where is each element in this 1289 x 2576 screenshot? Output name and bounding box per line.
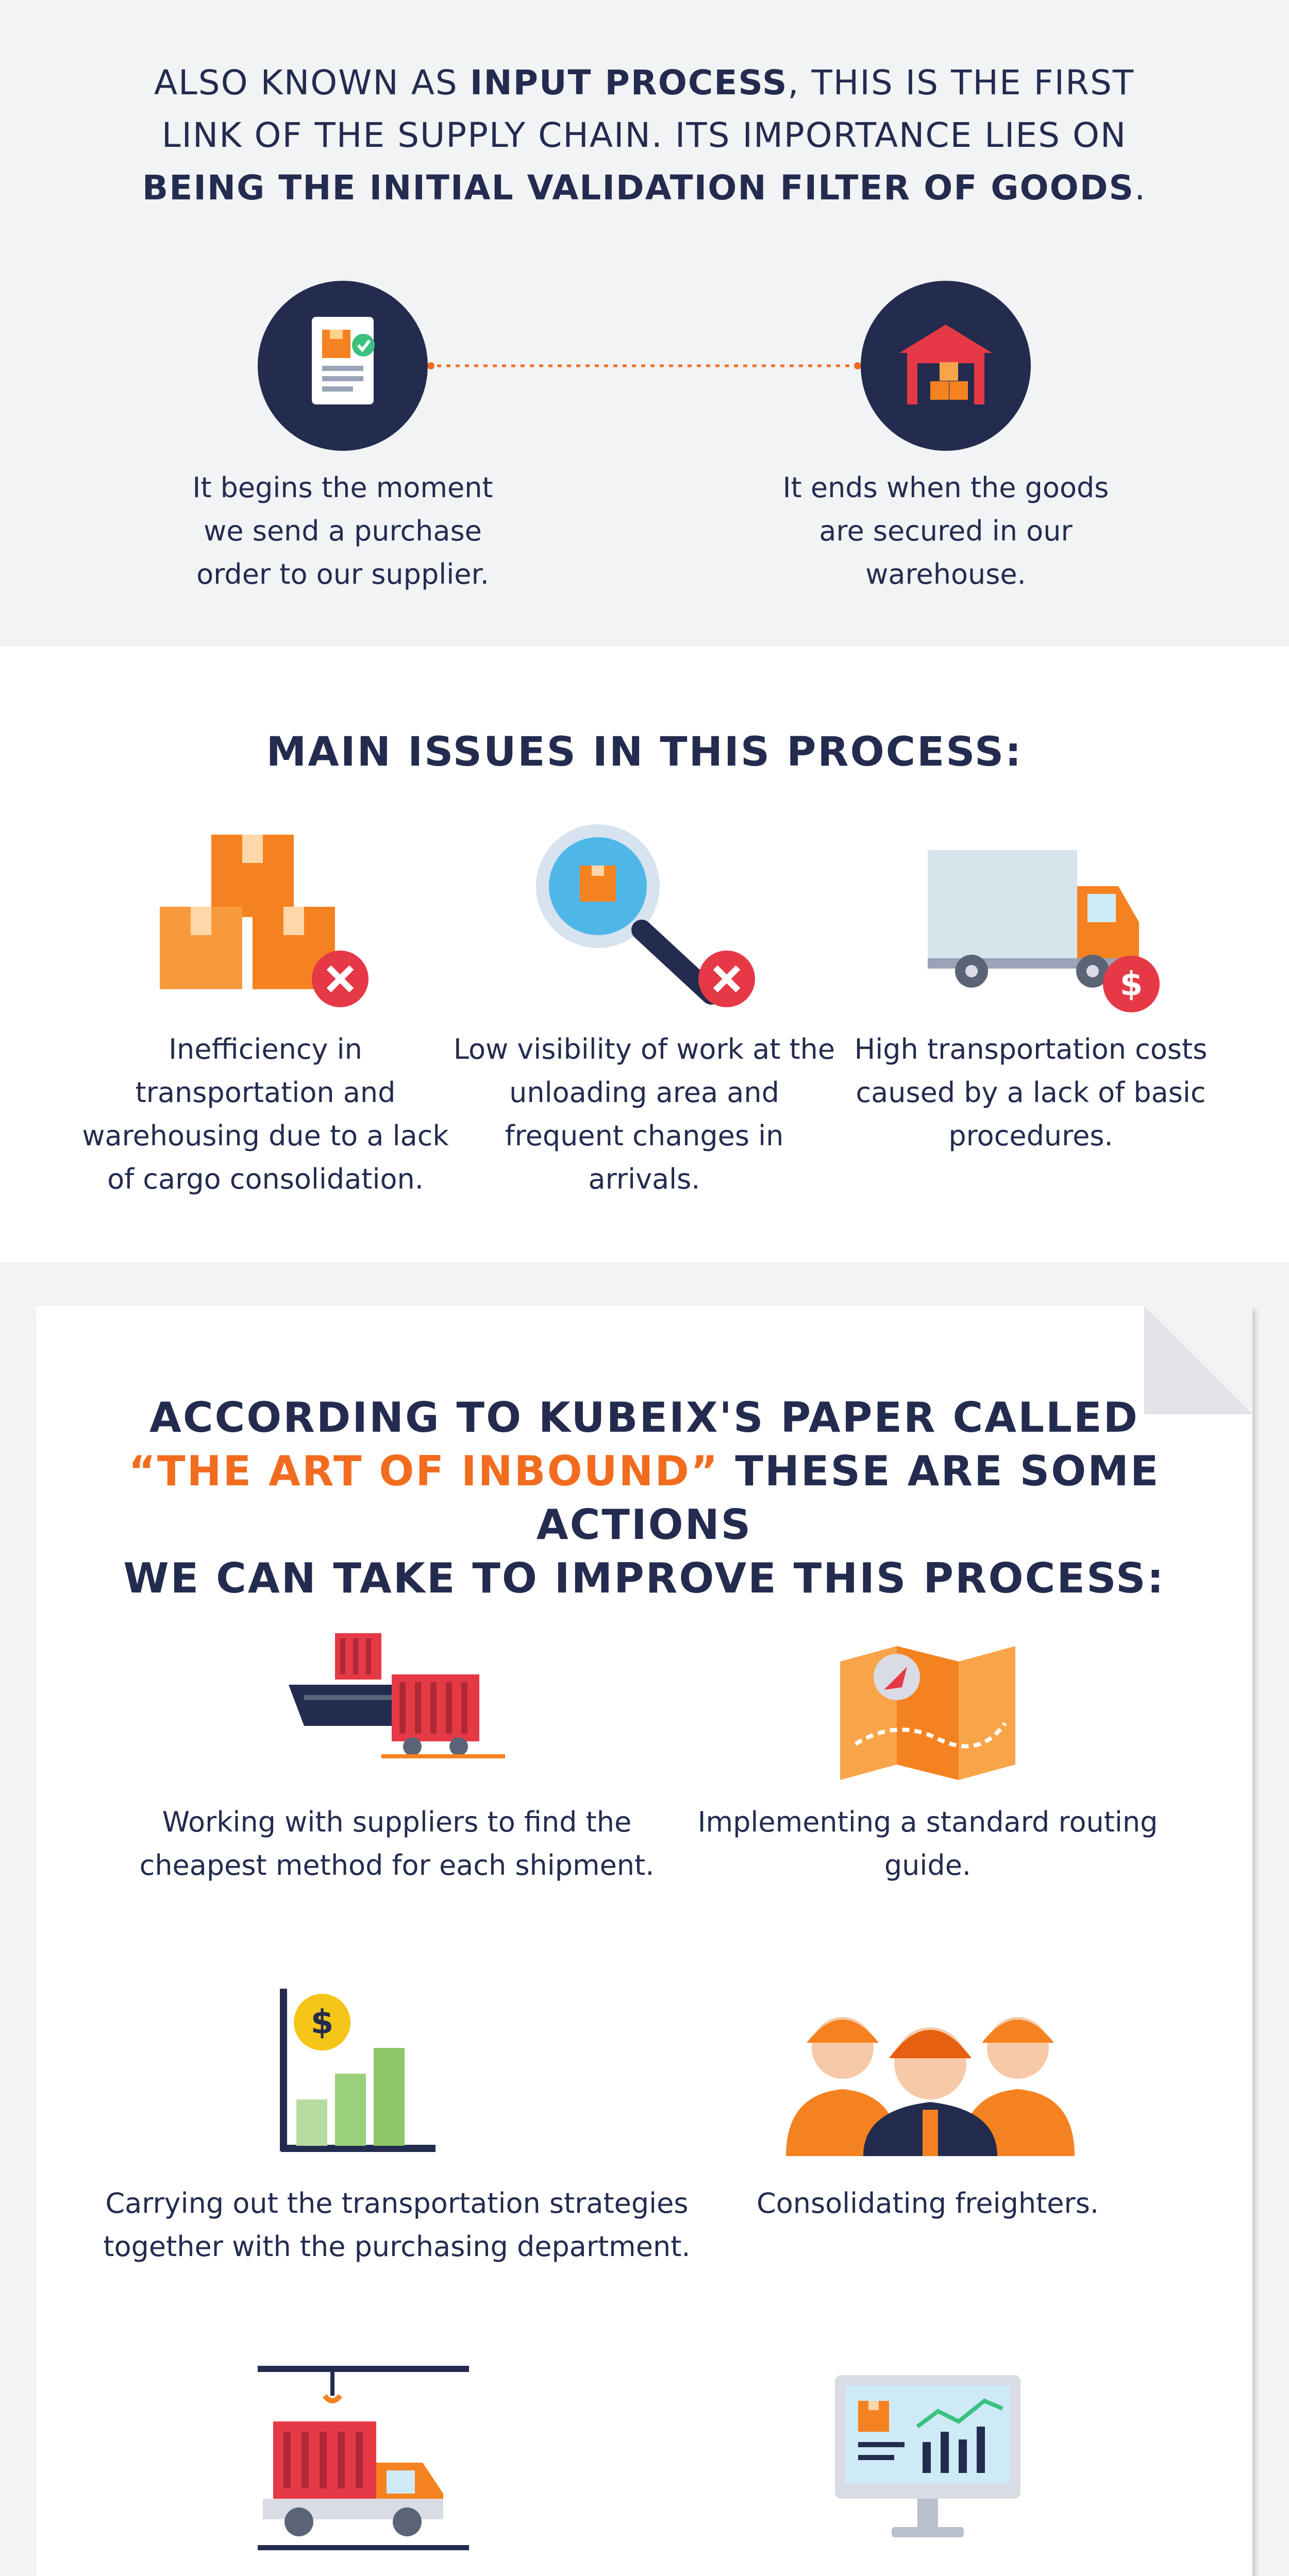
issue-text-1: Inefficiency in transportation and warehousing due to a lack of cargo consolidation. bbox=[82, 1033, 449, 1195]
svg-text:$: $ bbox=[1119, 965, 1143, 1004]
intro-line1-post: , THIS IS THE FIRST bbox=[788, 63, 1135, 103]
ship-train-icon bbox=[289, 1628, 505, 1793]
intro-line3-post: . bbox=[1134, 168, 1147, 208]
intro-line3-bold: BEING THE INITIAL VALIDATION FILTER OF GOODS bbox=[142, 168, 1135, 208]
start-caption: It begins the moment we send a purchase order to our supplier. bbox=[192, 471, 493, 590]
dotted-connector bbox=[428, 361, 861, 371]
issue-text-2: Low visibility of work at the unloading area and frequent changes in arrivals. bbox=[453, 1033, 835, 1195]
magnifier-box-icon bbox=[531, 819, 768, 1015]
action-text-4: Consolidating freighters. bbox=[756, 2187, 1099, 2219]
action-text-1: Working with suppliers to find the cheapest method for each shipment. bbox=[139, 1806, 655, 1882]
svg-text:$: $ bbox=[310, 2004, 334, 2042]
truck-crane-icon bbox=[253, 2365, 474, 2561]
workers-icon bbox=[776, 1986, 1085, 2156]
intro-text bbox=[119, 57, 1170, 214]
action-text-3: Carrying out the transportation strategies together with the purchasing department. bbox=[103, 2187, 691, 2263]
action-text-2: Implementing a standard routing guide. bbox=[697, 1806, 1158, 1882]
actions-title-line2: THESE ARE SOME ACTIONS bbox=[536, 1447, 1160, 1549]
warehouse-icon bbox=[861, 281, 1031, 451]
actions-title-quote: “THE ART OF INBOUND” bbox=[128, 1447, 719, 1495]
boxes-x-icon bbox=[155, 829, 376, 1015]
actions-title-line3: WE CAN TAKE TO IMPROVE THIS PROCESS: bbox=[123, 1554, 1165, 1602]
actions-title bbox=[52, 1391, 1237, 1605]
monitor-chart-icon bbox=[830, 2370, 1026, 2550]
intro-line1-bold: INPUT PROCESS bbox=[470, 63, 788, 103]
intro-line2: LINK OF THE SUPPLY CHAIN. ITS IMPORTANCE LIES ON bbox=[161, 115, 1127, 155]
map-icon bbox=[835, 1641, 1026, 1785]
issue-text-3: High transportation costs caused by a lack of basic procedures. bbox=[854, 1033, 1208, 1152]
end-caption: It ends when the goods are secured in our warehouse. bbox=[782, 471, 1109, 590]
chart-dollar-icon bbox=[276, 1986, 441, 2156]
truck-dollar-icon bbox=[923, 845, 1160, 1020]
intro-line1-pre: ALSO KNOWN AS bbox=[154, 63, 470, 103]
purchase-order-icon bbox=[258, 281, 428, 451]
actions-title-line1: ACCORDING TO KUBEIX'S PAPER CALLED bbox=[149, 1394, 1140, 1442]
issues-title: MAIN ISSUES IN THIS PROCESS: bbox=[266, 729, 1023, 775]
